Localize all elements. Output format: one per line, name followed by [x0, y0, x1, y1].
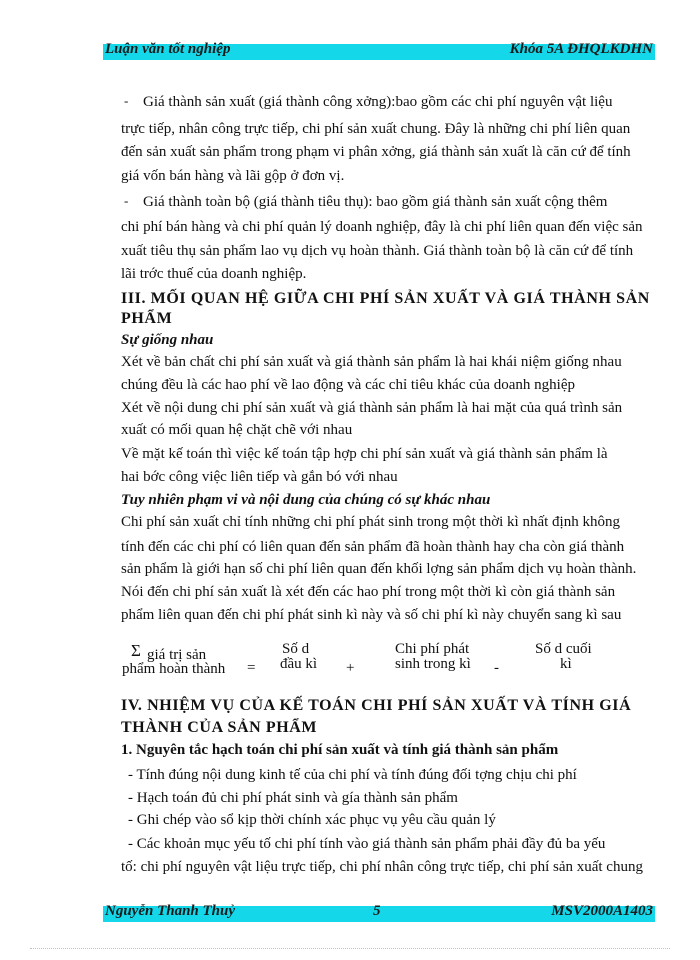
subheading-similarity: Sự giống nhau	[121, 332, 214, 348]
formula-term3-bottom: kì	[560, 656, 572, 672]
paragraph-line: phẩm liên quan đến chi phí phát sinh kì này và số chi phí kì này chuyển sang kì sau	[121, 607, 622, 623]
list-item-cont: tố: chi phí nguyên vật liệu trực tiếp, chi phí nhân công trực tiếp, chi phí sản xuất chung	[121, 859, 643, 875]
bullet-dash: -	[124, 93, 129, 108]
paragraph-line: Xét về bản chất chi phí sản xuất và giá thành sản phẩm là hai khái niệm giống nhau	[121, 354, 622, 370]
paragraph-line: chúng đều là các hao phí về lao động và các chỉ tiêu khác của doanh nghiệp	[121, 377, 575, 393]
footer-author: Nguyễn Thanh Thuỷ	[105, 903, 236, 919]
paragraph-line: tính đến các chi phí có liên quan đến sản phẩm đã hoàn thành hay cha còn giá thành	[121, 539, 625, 555]
section-heading-iv: IV. NHIỆM VỤ CỦA KẾ TOÁN CHI PHÍ SẢN XUẤT VÀ TÍNH GIÁ	[121, 697, 632, 714]
list-item: - Ghi chép vào sổ kịp thời chính xác phục vụ yêu cầu quản lý	[128, 812, 496, 828]
bullet-dash: -	[124, 193, 129, 208]
section-heading-iii: III. MỐI QUAN HỆ GIỮA CHI PHÍ SẢN XUẤT VÀ GIÁ THÀNH SẢN	[121, 290, 650, 307]
paragraph-line: hai bớc công việc liên tiếp và gắn bó với nhau	[121, 469, 398, 485]
list-item: - Các khoản mục yếu tố chi phí tính vào giá thành sản phẩm phải đầy đủ ba yếu	[128, 836, 606, 852]
paragraph-line: Giá thành sản xuất (giá thành công xởng):bao gồm các chi phí nguyên vật liệu	[143, 94, 613, 110]
paragraph-line: xuất có mối quan hệ chặt chẽ với nhau	[121, 422, 353, 438]
formula-lhs-top: giá trị sản	[147, 647, 207, 663]
formula-equals: =	[247, 660, 256, 676]
footer-page-number: 5	[373, 903, 381, 919]
paragraph-line: giá vốn bán hàng và lãi gộp ở đơn vị.	[121, 168, 345, 184]
formula-plus: +	[346, 660, 355, 676]
paragraph-line: Xét về nội dung chi phí sản xuất và giá thành sản phẩm là hai mặt của quá trình sản	[121, 400, 623, 416]
list-item: - Hạch toán đủ chi phí phát sinh và gía thành sản phẩm	[128, 790, 458, 806]
formula-term1-top: Số d	[282, 641, 310, 657]
formula-term2-top: Chi phí phát	[395, 641, 470, 657]
paragraph-line: Giá thành toàn bộ (giá thành tiêu thụ): bao gồm giá thành sản xuất cộng thêm	[143, 194, 608, 210]
header-left-text: Luận văn tốt nghiệp	[105, 41, 231, 57]
section-heading-iv-cont: THÀNH CỦA SẢN PHẨM	[121, 719, 318, 736]
page-footer-bar	[103, 903, 655, 922]
formula-minus: -	[494, 660, 499, 676]
paragraph-line: đến sản xuất sản phẩm trong phạm vi phân xởng, giá thành sản xuất là căn cứ để tính	[121, 144, 631, 160]
header-right-text: Khóa 5A ĐHQLKDHN	[509, 41, 653, 57]
formula-lhs-bottom: phẩm hoàn thành	[122, 661, 226, 677]
paragraph-line: Chi phí sản xuất chỉ tính những chi phí phát sinh trong một thời kì nhất định không	[121, 514, 620, 530]
paragraph-line: lãi trớc thuế của doanh nghiệp.	[121, 266, 307, 282]
formula-term1-bottom: đầu kì	[280, 656, 318, 672]
list-item: - Tính đúng nội dung kinh tế của chi phí và tính đúng đối tợng chịu chi phí	[128, 767, 577, 783]
paragraph-line: sản phẩm là giới hạn số chi phí liên quan đến khối lợng sản phẩm dịch vụ hoàn thành.	[121, 561, 637, 577]
bottom-dotted-rule	[30, 948, 670, 949]
subsection-heading-1: 1. Nguyên tắc hạch toán chi phí sản xuất và tính giá thành sản phẩm	[121, 742, 559, 758]
paragraph-line: chi phí bán hàng và chi phí quản lý doanh nghiệp, đây là chi phí liên quan đến việc sản	[121, 219, 643, 235]
sigma-symbol: Σ	[131, 641, 141, 660]
paragraph-line: Về mặt kế toán thì việc kế toán tập hợp chi phí sản xuất và giá thành sản phẩm là	[121, 446, 608, 462]
paragraph-line: trực tiếp, nhân công trực tiếp, chi phí sản xuất chung. Đây là những chi phí liên quan	[121, 121, 631, 137]
section-heading-iii-cont: PHẨM	[121, 310, 173, 327]
paragraph-line: xuất tiêu thụ sản phẩm lao vụ dịch vụ hoàn thành. Giá thành toàn bộ là căn cứ để tính	[121, 243, 634, 259]
footer-student-id: MSV2000A1403	[551, 903, 653, 919]
formula-term2-bottom: sinh trong kì	[395, 656, 471, 672]
subheading-difference: Tuy nhiên phạm vi và nội dung của chúng có sự khác nhau	[121, 492, 491, 508]
paragraph-line: Nói đến chi phí sản xuất là xét đến các hao phí trong một thời kì còn giá thành sản	[121, 584, 616, 600]
formula-term3-top: Số d cuối	[535, 641, 592, 657]
